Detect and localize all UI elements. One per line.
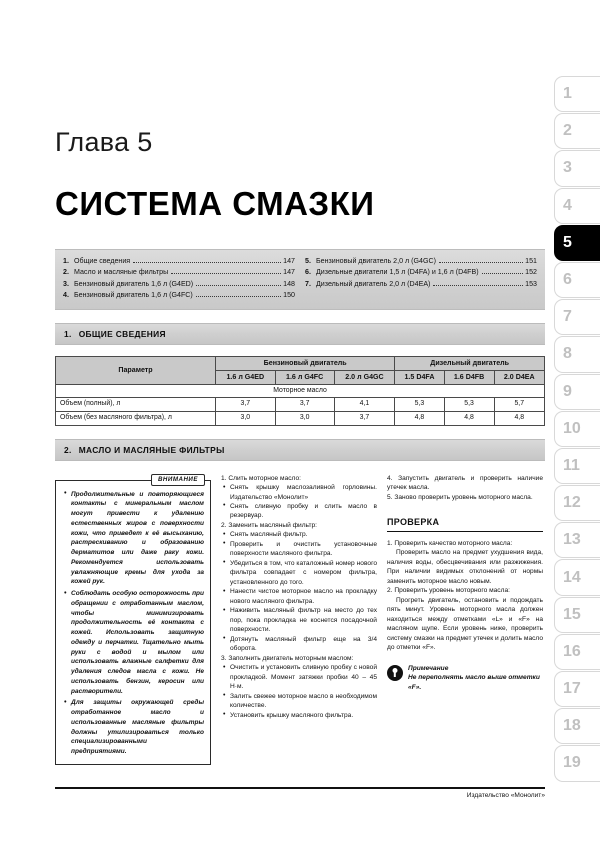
- toc-leader-dots: [133, 257, 281, 263]
- body-columns: [55, 474, 545, 765]
- toc-entry-number: 6.: [305, 268, 311, 277]
- warning-badge: ВНИМАНИЕ: [151, 474, 205, 487]
- note-text: Не переполнять масло выше отметки «F».: [408, 674, 540, 691]
- procedure-step-5: 5. Заново проверить уровень моторного масла.: [387, 493, 533, 501]
- footer-divider: [55, 787, 545, 789]
- chapter-tab-18[interactable]: 18: [554, 708, 600, 744]
- chapter-tab-rail: [554, 76, 600, 783]
- toc-entry-page: 147: [283, 257, 295, 265]
- toc-entry-page: 151: [525, 257, 537, 265]
- toc-entry-title: Дизельный двигатель 2,0 л (D4EA): [316, 279, 431, 288]
- info-icon: [387, 665, 403, 681]
- check-item-2-title: 2. Проверить уровень моторного масла:: [387, 587, 510, 595]
- header-param: Параметр: [56, 356, 216, 384]
- chapter-tab-9[interactable]: 9: [554, 374, 600, 410]
- table-row: [56, 398, 545, 412]
- toc-entry-number: 5.: [305, 257, 311, 265]
- chapter-tab-1[interactable]: 1: [554, 76, 600, 112]
- toc-leader-dots: [482, 268, 524, 274]
- chapter-tab-6[interactable]: 6: [554, 262, 600, 298]
- chapter-tab-15[interactable]: 15: [554, 597, 600, 633]
- warning-paragraph-3: • Для защиты окружающей среды отработанное масло и использованные масляные фильтры должны утилизироваться только специализированными предприятиями.: [62, 698, 204, 757]
- procedure-step-1-item-2: • Снять сливную пробку и слить масло в резервуар.: [221, 502, 377, 521]
- toc-entry-title: Масло и масляные фильтры: [74, 268, 169, 277]
- check-item-2-body: Прогреть двигатель, остановить и подождать пять минут. Уровень моторного масла должен находиться между отметками «L» и «F» на масляном щупе. Если уровень ниже, проверить систему смазки на предмет утечек и долить масло до отметки «F».: [387, 596, 543, 652]
- table-row: [56, 411, 545, 425]
- toc-entry-title: Бензиновый двигатель 1,6 л (G4ED): [74, 279, 194, 288]
- toc-leader-dots: [171, 268, 281, 274]
- table-header-row-groups: [56, 356, 545, 370]
- section-title: МАСЛО И МАСЛЯНЫЕ ФИЛЬТРЫ: [78, 444, 225, 455]
- cell-param: Объем (без масляного фильтра), л: [56, 411, 216, 425]
- procedure-step-4: 4. Запустить двигатель и проверить наличие утечек масла.: [387, 474, 543, 492]
- toc-entry-title: Бензиновый двигатель 1,6 л (G4FC): [74, 291, 193, 300]
- header-group-diesel: Дизельный двигатель: [395, 356, 545, 370]
- toc-entry[interactable]: [63, 290, 295, 301]
- cell-value: 4,8: [494, 411, 544, 425]
- check-item-1-title: 1. Проверить качество моторного масла:: [387, 539, 513, 547]
- procedure-step-3-item-1: • Очистить и установить сливную пробку с новой прокладкой. Момент затяжки пробки 40 – 45 Н·м.: [221, 663, 377, 691]
- toc-entry[interactable]: [305, 267, 537, 278]
- header-group-petrol: Бензиновый двигатель: [216, 356, 395, 370]
- chapter-tab-12[interactable]: 12: [554, 485, 600, 521]
- procedure-step-2-item-4: • Нанести чистое моторное масло на прокладку нового масляного фильтра.: [221, 587, 377, 606]
- note-body: [408, 664, 543, 693]
- toc-entry[interactable]: [63, 279, 295, 290]
- warning-box: [55, 475, 211, 765]
- column-procedure: [221, 474, 377, 765]
- engine-oil-spec-table: [55, 356, 545, 426]
- header-engine-1: 1.6 л G4FC: [275, 370, 334, 384]
- chapter-tab-5[interactable]: 5: [554, 225, 600, 261]
- warning-paragraph-2: • Соблюдать особую осторожность при обращении с отработанным маслом, чтобы минимизировать продолжительность её контакта с кожей. Использовать защитную одежду и перчатки. Тщательно мыть руки с водой и мылом или использовать влажные салфетки для удаления следов масла с кожи. Не использовать бензин, керосин или растворители.: [62, 589, 204, 696]
- toc-entry[interactable]: [63, 267, 295, 278]
- header-engine-5: 2.0 D4EA: [494, 370, 544, 384]
- toc-entry-number: 3.: [63, 279, 69, 288]
- section-header-oil-filters: [55, 439, 545, 461]
- cell-value: 3,0: [216, 411, 276, 425]
- toc-column-right: [305, 256, 537, 302]
- chapter-tab-4[interactable]: 4: [554, 188, 600, 224]
- page-content: [55, 0, 545, 765]
- cell-param: Объем (полный), л: [56, 398, 216, 412]
- cell-value: 3,7: [334, 411, 395, 425]
- chapter-tab-10[interactable]: 10: [554, 411, 600, 447]
- check-heading: ПРОВЕРКА: [387, 516, 543, 532]
- toc-entry-page: 153: [525, 279, 537, 288]
- toc-entry-page: 150: [283, 291, 295, 300]
- group-label-motor-oil: Моторное масло: [56, 384, 545, 398]
- procedure-step-2-title: 2. Заменить масляный фильтр:: [221, 521, 317, 529]
- chapter-label: Глава 5: [55, 127, 153, 157]
- chapter-tab-2[interactable]: 2: [554, 113, 600, 149]
- toc-entry-title: Общие сведения: [74, 257, 131, 265]
- header-engine-2: 2.0 л G4GC: [334, 370, 395, 384]
- chapter-tab-8[interactable]: 8: [554, 336, 600, 372]
- procedure-step-3-item-3: • Установить крышку масляного фильтра.: [221, 711, 377, 720]
- cell-value: 3,7: [275, 398, 334, 412]
- cell-value: 4,1: [334, 398, 395, 412]
- section-number: 1.: [64, 328, 72, 339]
- check-item-1-body: Проверить масло на предмет ухудшения вида, наличия воды, обесцвечивания или разжижения. При наличии видимых отклонений от нормы заменить моторное масло новым.: [387, 549, 543, 585]
- warning-paragraph-1: • Продолжительные и повторяющиеся контакты с минеральным маслом могут привести к удалению естественных жиров с поверхности кожи, что приведет к её высыханию, растрескиванию и образованию дерматитов или даже раку кожи. Рекомендуется использовать увлажняющие кремы для ухода за кожей рук.: [62, 490, 204, 588]
- chapter-tab-13[interactable]: 13: [554, 522, 600, 558]
- cell-value: 4,8: [444, 411, 494, 425]
- column-check: [387, 474, 543, 765]
- header-engine-3: 1.5 D4FA: [395, 370, 444, 384]
- toc-entry[interactable]: [305, 279, 537, 290]
- note-title: Примечание: [408, 664, 449, 672]
- toc-entry-number: 1.: [63, 257, 69, 265]
- toc-entry[interactable]: [305, 256, 537, 267]
- toc-entry-title: Бензиновый двигатель 2,0 л (G4GC): [316, 257, 436, 265]
- chapter-tab-17[interactable]: 17: [554, 671, 600, 707]
- toc-entry-number: 2.: [63, 268, 69, 277]
- toc-entry-page: 152: [525, 268, 537, 277]
- header-engine-4: 1.6 D4FB: [444, 370, 494, 384]
- cell-value: 3,0: [275, 411, 334, 425]
- procedure-step-2-item-2: • Проверить и очистить установочные поверхности масляного фильтра.: [221, 540, 377, 559]
- toc-leader-dots: [433, 280, 523, 286]
- toc-entry-number: 7.: [305, 279, 311, 288]
- footer-publisher: Издательство «Монолит»: [466, 792, 545, 799]
- chapter-tab-7[interactable]: 7: [554, 299, 600, 335]
- procedure-step-3-item-2: • Залить свежее моторное масло в необходимом количестве.: [221, 692, 377, 711]
- procedure-step-1-title: 1. Слить моторное масло:: [221, 474, 301, 482]
- procedure-step-2-item-5: • Наживить масляный фильтр на место до тех пор, пока прокладка не коснется посадочной поверхности.: [221, 606, 377, 634]
- toc-entry-number: 4.: [63, 291, 69, 300]
- toc-entry-page: 148: [283, 279, 295, 288]
- column-warning: [55, 474, 211, 765]
- toc-entry-page: 147: [283, 268, 295, 277]
- procedure-step-2-item-1: • Снять масляный фильтр.: [221, 530, 377, 539]
- toc-entry[interactable]: [63, 256, 295, 267]
- toc-leader-dots: [196, 280, 281, 286]
- toc-column-left: [63, 256, 295, 302]
- cell-value: 4,8: [395, 411, 444, 425]
- note-block: [387, 664, 543, 693]
- procedure-step-1-item-1: • Снять крышку маслозаливной горловины. Издательство «Монолит»: [221, 483, 377, 502]
- section-title: ОБЩИЕ СВЕДЕНИЯ: [78, 328, 166, 339]
- section-number: 2.: [64, 444, 72, 455]
- chapter-tab-14[interactable]: 14: [554, 559, 600, 595]
- cell-value: 5,3: [444, 398, 494, 412]
- toc-leader-dots: [439, 257, 523, 263]
- chapter-tab-11[interactable]: 11: [554, 448, 600, 484]
- table-row-group: [56, 384, 545, 398]
- section-header-general: [55, 323, 545, 345]
- procedure-step-3-title: 3. Заполнить двигатель моторным маслом:: [221, 654, 354, 662]
- toc-entry-title: Дизельные двигатели 1,5 л (D4FA) и 1,6 л (D4FB): [316, 268, 479, 277]
- procedure-step-2-item-3: • Убедиться в том, что каталожный номер нового фильтра совпадает с номером фильтра, установленного до того.: [221, 559, 377, 587]
- cell-value: 5,7: [494, 398, 544, 412]
- cell-value: 5,3: [395, 398, 444, 412]
- chapter-tab-16[interactable]: 16: [554, 634, 600, 670]
- procedure-step-2-item-6: • Дотянуть масляный фильтр еще на 3/4 оборота.: [221, 635, 377, 654]
- chapter-tab-3[interactable]: 3: [554, 150, 600, 186]
- table-of-contents: [55, 249, 545, 310]
- header-engine-0: 1.6 л G4ED: [216, 370, 276, 384]
- page-title: СИСТЕМА СМАЗКИ: [55, 185, 375, 222]
- cell-value: 3,7: [216, 398, 276, 412]
- toc-leader-dots: [196, 291, 281, 297]
- chapter-tab-19[interactable]: 19: [554, 745, 600, 781]
